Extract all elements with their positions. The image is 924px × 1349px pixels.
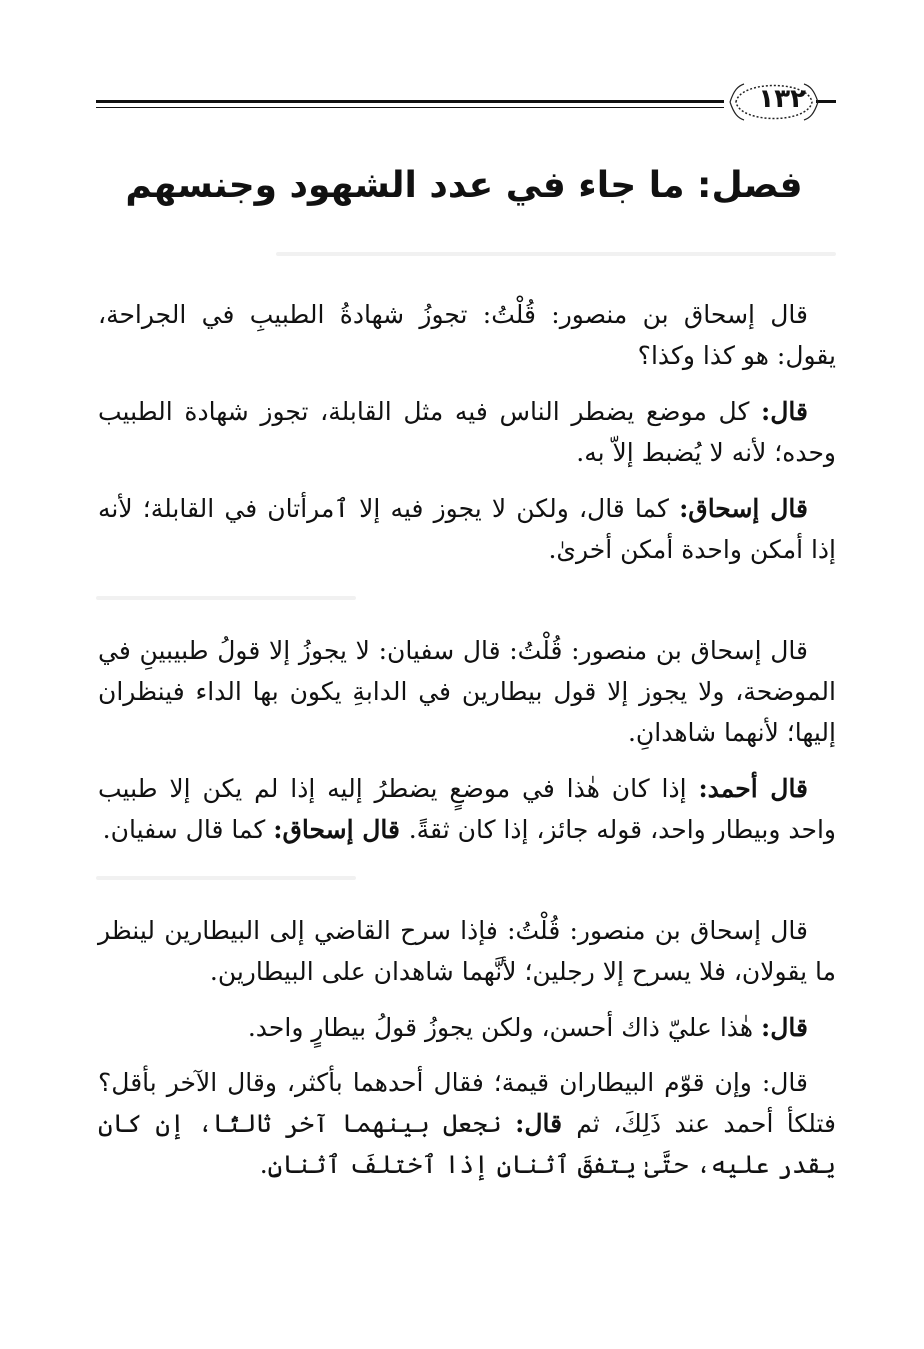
paragraph-text: قال إسحاق بن منصور: قُلْتُ: قال سفيان: لا يجوزُ إلا قولُ طبيبينِ في الموضحة، ولا يجوز إلا قول بيطارين في الدابةِ يكون بها الداء فينظران إليها؛ لأنهما شاهدانِ.: [98, 636, 836, 747]
page-header: [96, 72, 836, 132]
chapter-title: فصل: ما جاء في عدد الشهود وجنسهم: [125, 165, 803, 206]
header-rule-thin: [96, 107, 724, 108]
faint-divider: [98, 244, 836, 264]
paragraph: [98, 910, 836, 992]
faint-divider: [98, 588, 836, 608]
paragraph: [98, 630, 836, 753]
paragraph-text: إذا كان هٰذا في موضعٍ يضطرُ إليه إذا لم يكن إلا طبيب واحد وبيطار واحد، قوله جائز، إذا كان ثقةً.: [98, 774, 836, 844]
paragraph: [98, 768, 836, 850]
paragraph-text: قال: وإن قوّم البيطاران قيمة؛ فقال أحدهما بأكثر، وقال الآخر بأقل؟ فتلكأ أحمد عند ذَلِكَ، ثم: [98, 1068, 836, 1138]
paragraph-text: كما قال، ولكن لا يجوز فيه إلا ٱمرأتان في القابلة؛ لأنه إذا أمكن واحدة أمكن أخرىٰ.: [98, 494, 836, 564]
speaker-label: قال:: [761, 397, 808, 426]
speaker-label: قال أحمد:: [698, 774, 809, 803]
paragraph: [98, 488, 836, 570]
header-rule: [96, 100, 724, 103]
paragraph: [98, 294, 836, 376]
body-text: [98, 300, 836, 1200]
speaker-label: قال إسحاق:: [273, 815, 409, 844]
paragraph-text: قال إسحاق بن منصور: قُلْتُ: فإذا سرح القاضي إلى البيطارين لينظر ما يقولان، فلا يسرح إلا رجلين؛ لأنَّهما شاهدان على البيطارين.: [98, 916, 836, 986]
speaker-label: قال:: [515, 1109, 577, 1138]
paragraph-text: قال إسحاق بن منصور: قُلْتُ: تجوزُ شهادةُ الطبيبِ في الجراحة، يقول: هو كذا وكذا؟: [98, 300, 836, 370]
paragraph-text: كما قال سفيان.: [102, 815, 274, 844]
paragraph: [98, 1062, 836, 1185]
speaker-label: قال:: [761, 1013, 808, 1042]
faint-divider: [98, 868, 836, 888]
paragraph-text: هٰذا عليّ ذاك أحسن، ولكن يجوزُ قولُ بيطارٍ واحد.: [247, 1013, 762, 1042]
paragraph-text: نجعل بينهما آخر ثالثًا، إن كان يقدر عليه، حتَّىٰ يتفقَ ٱثنانِ إذا ٱختلفَ ٱثنانِ.: [98, 1109, 836, 1179]
paragraph-text: كل موضع يضطر الناس فيه مثل القابلة، تجوز شهادة الطبيب وحده؛ لأنه لا يُضبط إلاّ به.: [98, 397, 836, 467]
paragraph: [98, 1007, 836, 1048]
paragraph: [98, 391, 836, 473]
speaker-label: قال إسحاق:: [679, 494, 808, 523]
page-number: ١٣٢: [758, 84, 806, 114]
